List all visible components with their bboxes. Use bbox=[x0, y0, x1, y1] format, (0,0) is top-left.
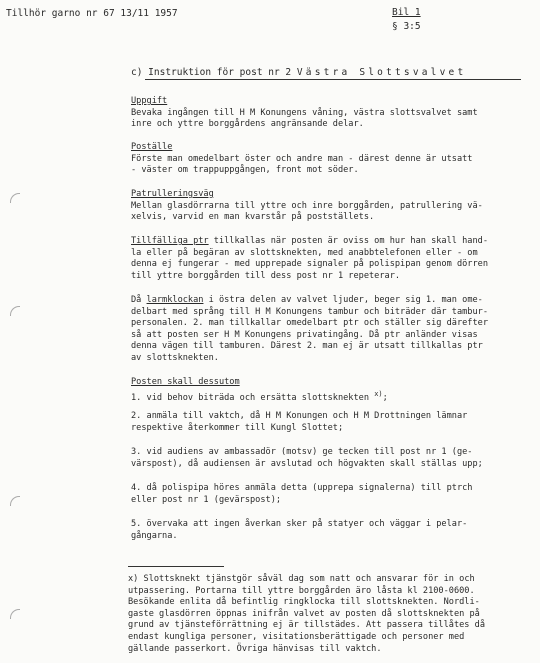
list-item: 2. anmäla till vaktch, då H M Konungen och H M Drottningen lämnar respektive återkommer till Kungl Slottet; bbox=[131, 411, 468, 433]
footnote-rule bbox=[128, 566, 224, 567]
footnote-text: Slottsknekt tjänstgör såväl dag som natt och ansvarar för in och utpassering. Portarna till yttre borggården äro låsta kl 2100-0600. Besökande enlita då befintlig ringklocka till slottsknekten. Nordli- gaste glasdörren öppnas inifrån valvet av posten då slottsknekten på grund av tjänsteförrättning ej är tillstädes. Att passera tillåtes då endast kungliga personer, visitationsberättigade och personer med gällande passerkort. Övriga hänvisas till vaktch. bbox=[128, 574, 485, 654]
section-text: Mellan glasdörrarna till yttre och inre borggården, patrullering vä- xelvis, varvid en man kvarstår på postställets. bbox=[131, 200, 483, 223]
header-attachment bbox=[392, 6, 421, 34]
footnote-mark: x) bbox=[128, 574, 139, 584]
section-heading: Posten skall dessutom bbox=[131, 377, 240, 387]
title-prefix: c) Instruktion för post nr 2 bbox=[131, 67, 292, 78]
section-patrullering bbox=[131, 189, 526, 224]
section-uppgift bbox=[131, 96, 526, 131]
header-reference: Tillhör garno nr 67 13/11 1957 bbox=[6, 8, 178, 19]
list-item: 4. då polispipa höres anmäla detta (upprepa signalerna) till ptrch eller post nr 1 (gevärspost); bbox=[131, 483, 473, 505]
section-text: i östra delen av valvet ljuder, beger sig 1. man ome- delbart med språng till H M Konungens tambur och biträder där tambur- personalen. 2. man tillkallar omedelbart ptr och ställer sig därefter så att posten ser H M Konungens privatingång. Då ptr anländer visas denna vägen till tamburen. Därest 2. man ej är utsatt tillkallas ptr av slottsknekten. bbox=[131, 295, 488, 363]
section-text: Förste man omedelbart öster och andre man - därest denne är utsatt - väster om trappuppgången, front mot söder. bbox=[131, 153, 473, 176]
section-heading: Uppgift bbox=[131, 96, 168, 106]
section-tillfalliga bbox=[131, 236, 526, 282]
section-dessutom bbox=[131, 377, 526, 404]
list-item: 3. vid audiens av ambassadör (motsv) ge tecken till post nr 1 (ge- värspost), då audiensen är avslutad och högvakten skall ställas upp; bbox=[131, 447, 483, 469]
list-item: 5. övervaka att ingen åverkan sker på statyer och väggar i pelar- gångarna. bbox=[131, 519, 468, 541]
section-heading: Poställe bbox=[131, 142, 173, 152]
attachment-label: Bil 1 bbox=[392, 7, 421, 18]
title-underline bbox=[145, 79, 521, 80]
punch-hole-mark bbox=[10, 609, 20, 619]
document-title bbox=[131, 67, 466, 78]
section-postalle bbox=[131, 142, 526, 177]
footnote bbox=[128, 574, 528, 655]
section-heading: Patrulleringsväg bbox=[131, 189, 214, 199]
punch-hole-mark bbox=[10, 193, 20, 203]
punch-hole-mark bbox=[10, 306, 20, 316]
section-larmklockan bbox=[131, 295, 526, 365]
list-item: 1. vid behov biträda och ersätta slottsknekten $^{x)}$; bbox=[131, 389, 388, 403]
section-text: Bevaka ingången till H M Konungens våning, västra slottsvalvet samt inre och yttre borggårdens angränsande delar. bbox=[131, 107, 478, 130]
section-heading: larmklockan bbox=[146, 295, 204, 305]
paragraph-reference: § 3:5 bbox=[392, 21, 421, 32]
title-post-name: Västra Slottsvalvet bbox=[296, 67, 467, 78]
section-heading: Tillfälliga ptr bbox=[131, 236, 209, 246]
punch-hole-mark bbox=[10, 496, 20, 506]
section-text: tillkallas när posten är oviss om hur han skall hand- la eller på begäran av slottsknekten, med anabbtelefonen eller - om denna ej fungerar - med upprepade signaler på polispipan genom dörren till yttre borggården till dess post nr 1 repeterar. bbox=[131, 236, 488, 281]
section-lead: Då bbox=[131, 295, 147, 305]
footnote-marker: x) bbox=[374, 389, 383, 398]
